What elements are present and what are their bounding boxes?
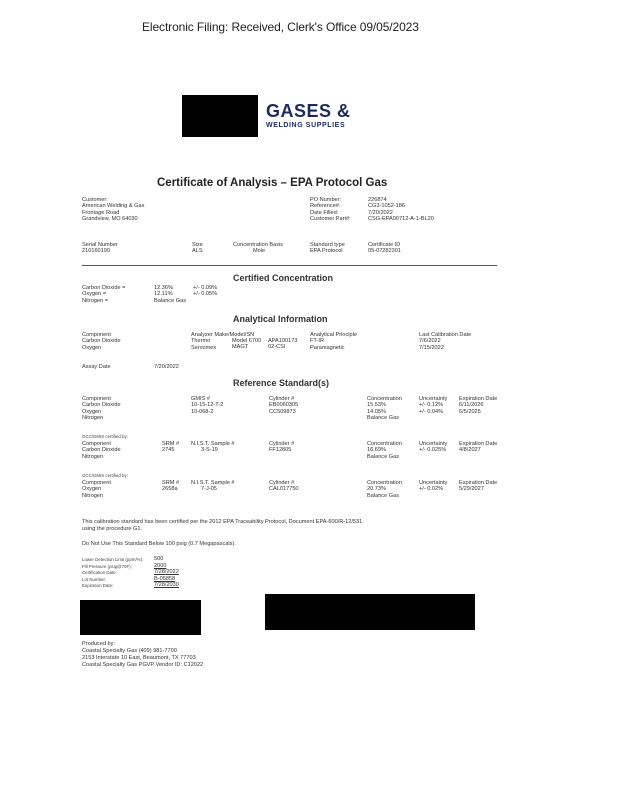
ref-concentration: 15.53% [367, 402, 386, 409]
ref-block-2-srm [162, 441, 179, 454]
ref-header: N.I.S.T. Sample # [191, 441, 235, 447]
ref-header: Cylinder # [269, 480, 295, 486]
producer-name-phone: Coastal Specialty Gas (409) 981-7700 [82, 648, 177, 654]
ref-header: SRM # [162, 480, 180, 486]
ref-header: Expiration Date [459, 396, 498, 402]
pressure-warning: Do Not Use This Standard Below 100 psig (0.7 Megapascals). [82, 541, 236, 547]
ref-gmis: 10-068-2 [191, 408, 214, 415]
ref-expiration: 6/5/2025 [459, 408, 481, 415]
ref-block-3-component [82, 480, 111, 499]
ref-component: Nitrogen [82, 492, 104, 499]
ref-block-3-cylinder [269, 480, 299, 493]
assay-date-label: Assay Date [82, 364, 111, 370]
analyzer-model-col [232, 338, 261, 351]
fill-value: 7/28/2022 [154, 569, 179, 576]
ref-block-1-cylinder [269, 396, 298, 415]
customer-label: Customer: [82, 197, 108, 203]
redaction-box [80, 600, 201, 635]
producer-address: 2153 Interstate 10 East, Beaumont, TX 77703 [82, 655, 196, 661]
fill-label: Certification Date: [82, 570, 117, 576]
analyzer-header: Analyzer Make/Model/SN [191, 332, 255, 338]
fill-value: 7/28/2030 [154, 582, 179, 589]
calibration-date: 7/15/2022 [419, 344, 444, 351]
analytical-component-header: Component [82, 332, 111, 338]
ref-uncertainty: +/- 0.02% [419, 486, 444, 493]
certified-heading: Certified Concentration [233, 273, 334, 283]
po-number-value: 226874 [368, 197, 387, 203]
ref-nist: 7-J-05 [201, 486, 217, 493]
ref-header: Uncertainty [419, 396, 448, 402]
ref-concentration: 16.69% [367, 447, 386, 454]
ref-block-3-srm [162, 480, 179, 493]
po-number-label: PO Number: [310, 197, 342, 203]
standard-type-header: Standard type [310, 242, 345, 248]
certified-component: Oxygen = [82, 291, 107, 298]
ref-header: Expiration Date [459, 441, 498, 447]
redaction-box [182, 95, 258, 137]
analytical-heading: Analytical Information [233, 314, 328, 324]
fill-values [154, 556, 179, 589]
customer-street: Frontage Road [82, 209, 120, 216]
ref-header: Concentration [367, 396, 402, 402]
ref-component: Oxygen [82, 486, 102, 493]
date-filled-label: Date Filled: [310, 209, 339, 216]
ref-nist: 3-S-19 [201, 447, 218, 454]
customer-city: Grandview, MO 64030 [82, 216, 138, 223]
standard-type-col [310, 242, 345, 255]
ref-expiration: 6/11/2026 [459, 402, 484, 409]
ref-block-2-cylinder [269, 441, 294, 454]
ref-concentration: 20.73% [367, 486, 386, 493]
ref-concentration: Balance Gas [367, 492, 400, 499]
analytical-component: Oxygen [82, 344, 102, 351]
certificate-title: Certificate of Analysis – EPA Protocol Gas [157, 177, 388, 189]
fill-label: Fill Pressure (psig@70F): [82, 563, 132, 569]
ref-block-1-expiration [459, 396, 497, 415]
standard-type-value: EPA Protocol [310, 248, 343, 255]
ref-block-2-component [82, 441, 121, 460]
ref-cylinder: FF12805 [269, 447, 292, 454]
analytical-component-col [82, 332, 121, 351]
concentration-basis-col [233, 242, 283, 255]
ref-block-1-component [82, 396, 121, 422]
customer-name: American Welding & Gas [82, 203, 145, 210]
ref-concentration: Balance Gas [367, 453, 400, 460]
ref-header: Uncertainty [419, 480, 448, 486]
certificate-id-col [368, 242, 401, 255]
protocol-statement: This calibration standard has been certified per the 2012 EPA Traceability Protocol, Document EPA-600/R-12/531 [82, 519, 363, 525]
reference-label: Reference#: [310, 203, 341, 210]
reference-heading: Reference Standard(s) [233, 378, 330, 388]
ref-component: Nitrogen [82, 453, 104, 460]
company-logo-subtext: WELDING SUPPLIES [266, 122, 346, 129]
certificate-id-header: Certificate ID [368, 242, 401, 248]
producer-vendor-id: Coastal Specialty Gas PGVP Vendor ID: C12022 [82, 662, 204, 668]
ref-cylinder: CC509873 [269, 408, 296, 415]
filing-stamp: Electronic Filing: Received, Clerk's Office 09/05/2023 [142, 20, 419, 34]
protocol-statement-cont: using the procedure G1. [82, 526, 143, 532]
ref-block-3-nist [191, 480, 235, 493]
ref-block-2-label: GCC/GMIS certified by: [82, 434, 128, 439]
ref-component: Carbon Dioxide [82, 447, 121, 454]
ref-block-1-concentration [367, 396, 402, 422]
assay-date-value: 7/20/2022 [154, 364, 179, 370]
ref-block-2-concentration [367, 441, 402, 460]
fill-label: Lot Number: [82, 576, 107, 582]
calibration-date: 7/6/2022 [419, 338, 441, 345]
produced-by-label: Produced by: [82, 641, 115, 647]
ref-header: Component [82, 396, 111, 402]
ref-header: SRM # [162, 441, 180, 447]
ref-header: Expiration Date [459, 480, 498, 486]
certified-values [154, 285, 186, 304]
redaction-box [265, 594, 475, 630]
certified-components [82, 285, 125, 304]
ref-header: Concentration [367, 441, 402, 447]
ref-header: Uncertainty [419, 441, 448, 447]
ref-expiration: 4/8/2027 [459, 447, 481, 454]
ref-header: Concentration [367, 480, 402, 486]
producer-footer [82, 641, 203, 669]
ref-block-2-expiration [459, 441, 497, 454]
order-labels [310, 197, 351, 223]
fill-value: 2000 [154, 562, 167, 569]
analytical-principle-col [310, 332, 357, 351]
ref-cylinder: CAL017750 [269, 486, 299, 493]
analyzer-make: Thermo [191, 338, 211, 345]
ref-header: Cylinder # [269, 396, 295, 402]
ref-uncertainty: +/- 0.12% [419, 402, 444, 409]
certified-uncertainty: +/- 0.09% [193, 285, 218, 291]
fill-labels [82, 557, 143, 590]
size-value: ALS [192, 248, 203, 255]
ref-block-2-nist [191, 441, 235, 454]
serial-number-col [82, 242, 118, 255]
reference-value: CG3-1052-186 [368, 203, 406, 210]
ref-header: GMIS # [191, 396, 210, 402]
ref-header: Component [82, 480, 111, 486]
company-logo-text: GASES & [266, 101, 351, 121]
ref-concentration: Balance Gas [367, 415, 400, 422]
ref-block-3-expiration [459, 480, 497, 493]
ref-expiration: 5/29/2027 [459, 486, 484, 493]
certified-uncertainty: +/- 0.05% [193, 291, 218, 298]
fill-value: 500 [154, 556, 164, 562]
analyzer-model: Model 6700 [232, 338, 262, 344]
certified-value: 12.11% [154, 291, 173, 298]
fill-label: Lower Detection Limit (ppm/%): [82, 557, 144, 562]
calibration-date-header: Last Calibration Date [419, 332, 472, 338]
ref-component: Nitrogen [82, 415, 104, 422]
analytical-principle-header: Analytical Principle [310, 332, 357, 338]
concentration-basis-value: Mole [253, 248, 266, 255]
ref-header: Component [82, 441, 111, 447]
divider-line [82, 265, 497, 266]
ref-header: N.I.S.T. Sample # [191, 480, 235, 486]
analyzer-sn-col [268, 338, 297, 351]
analyzer-make: Servomex [191, 344, 217, 351]
serial-number-value: 210160190 [82, 248, 110, 255]
ref-srm: 2658a [162, 486, 178, 493]
ref-block-2-uncertainty [419, 441, 447, 454]
ref-component: Oxygen [82, 408, 102, 415]
ref-component: Carbon Dioxide [82, 402, 121, 409]
serial-number-header: Serial Number [82, 242, 118, 248]
ref-concentration: 14.05% [367, 408, 386, 415]
ref-header: Cylinder # [269, 441, 295, 447]
certified-uncertainties [193, 285, 217, 298]
ref-srm: 2745 [162, 447, 175, 454]
ref-block-1-gmis [191, 396, 223, 415]
ref-block-1-uncertainty [419, 396, 447, 415]
ref-cylinder: EB0060305 [269, 402, 299, 409]
certified-value: 12.36% [154, 285, 173, 291]
size-col [192, 242, 203, 255]
customer-block [82, 197, 144, 223]
analytical-component: Carbon Dioxide [82, 338, 121, 345]
calibration-date-col [419, 332, 471, 351]
ref-gmis: 10-15-12-T-2 [191, 402, 224, 409]
size-header: Size [192, 242, 203, 248]
analyzer-sn: 02-CSI [268, 344, 286, 351]
date-filled-value: 7/20/2022 [368, 209, 393, 216]
analyzer-sn: APA100173 [268, 338, 298, 344]
fill-label: Expiration Date: [82, 583, 114, 589]
order-values [368, 197, 434, 223]
concentration-basis-header: Concentration Basis [233, 242, 284, 248]
customer-part-label: Customer Part#: [310, 216, 351, 223]
ref-block-3-uncertainty [419, 480, 447, 493]
fill-value: B-05858 [154, 575, 176, 582]
analytical-principle: FT-IR [310, 338, 324, 345]
certificate-id-value: 05-07282301 [368, 248, 401, 255]
certified-value: Balance Gas [154, 297, 187, 304]
ref-uncertainty: +/- 0.025% [419, 447, 447, 454]
ref-uncertainty: +/- 0.04% [419, 408, 444, 415]
ref-block-3-concentration [367, 480, 402, 499]
customer-part-value: CSG-EPA00712-A-1-BL20 [368, 216, 434, 223]
ref-block-3-label: GCC/GMIS certified by: [82, 473, 128, 478]
certified-component: Carbon Dioxide = [82, 285, 126, 291]
analytical-principle: Paramagnetic [310, 344, 345, 351]
analyzer-model: MAGT [232, 344, 249, 351]
certified-component: Nitrogen = [82, 297, 108, 304]
